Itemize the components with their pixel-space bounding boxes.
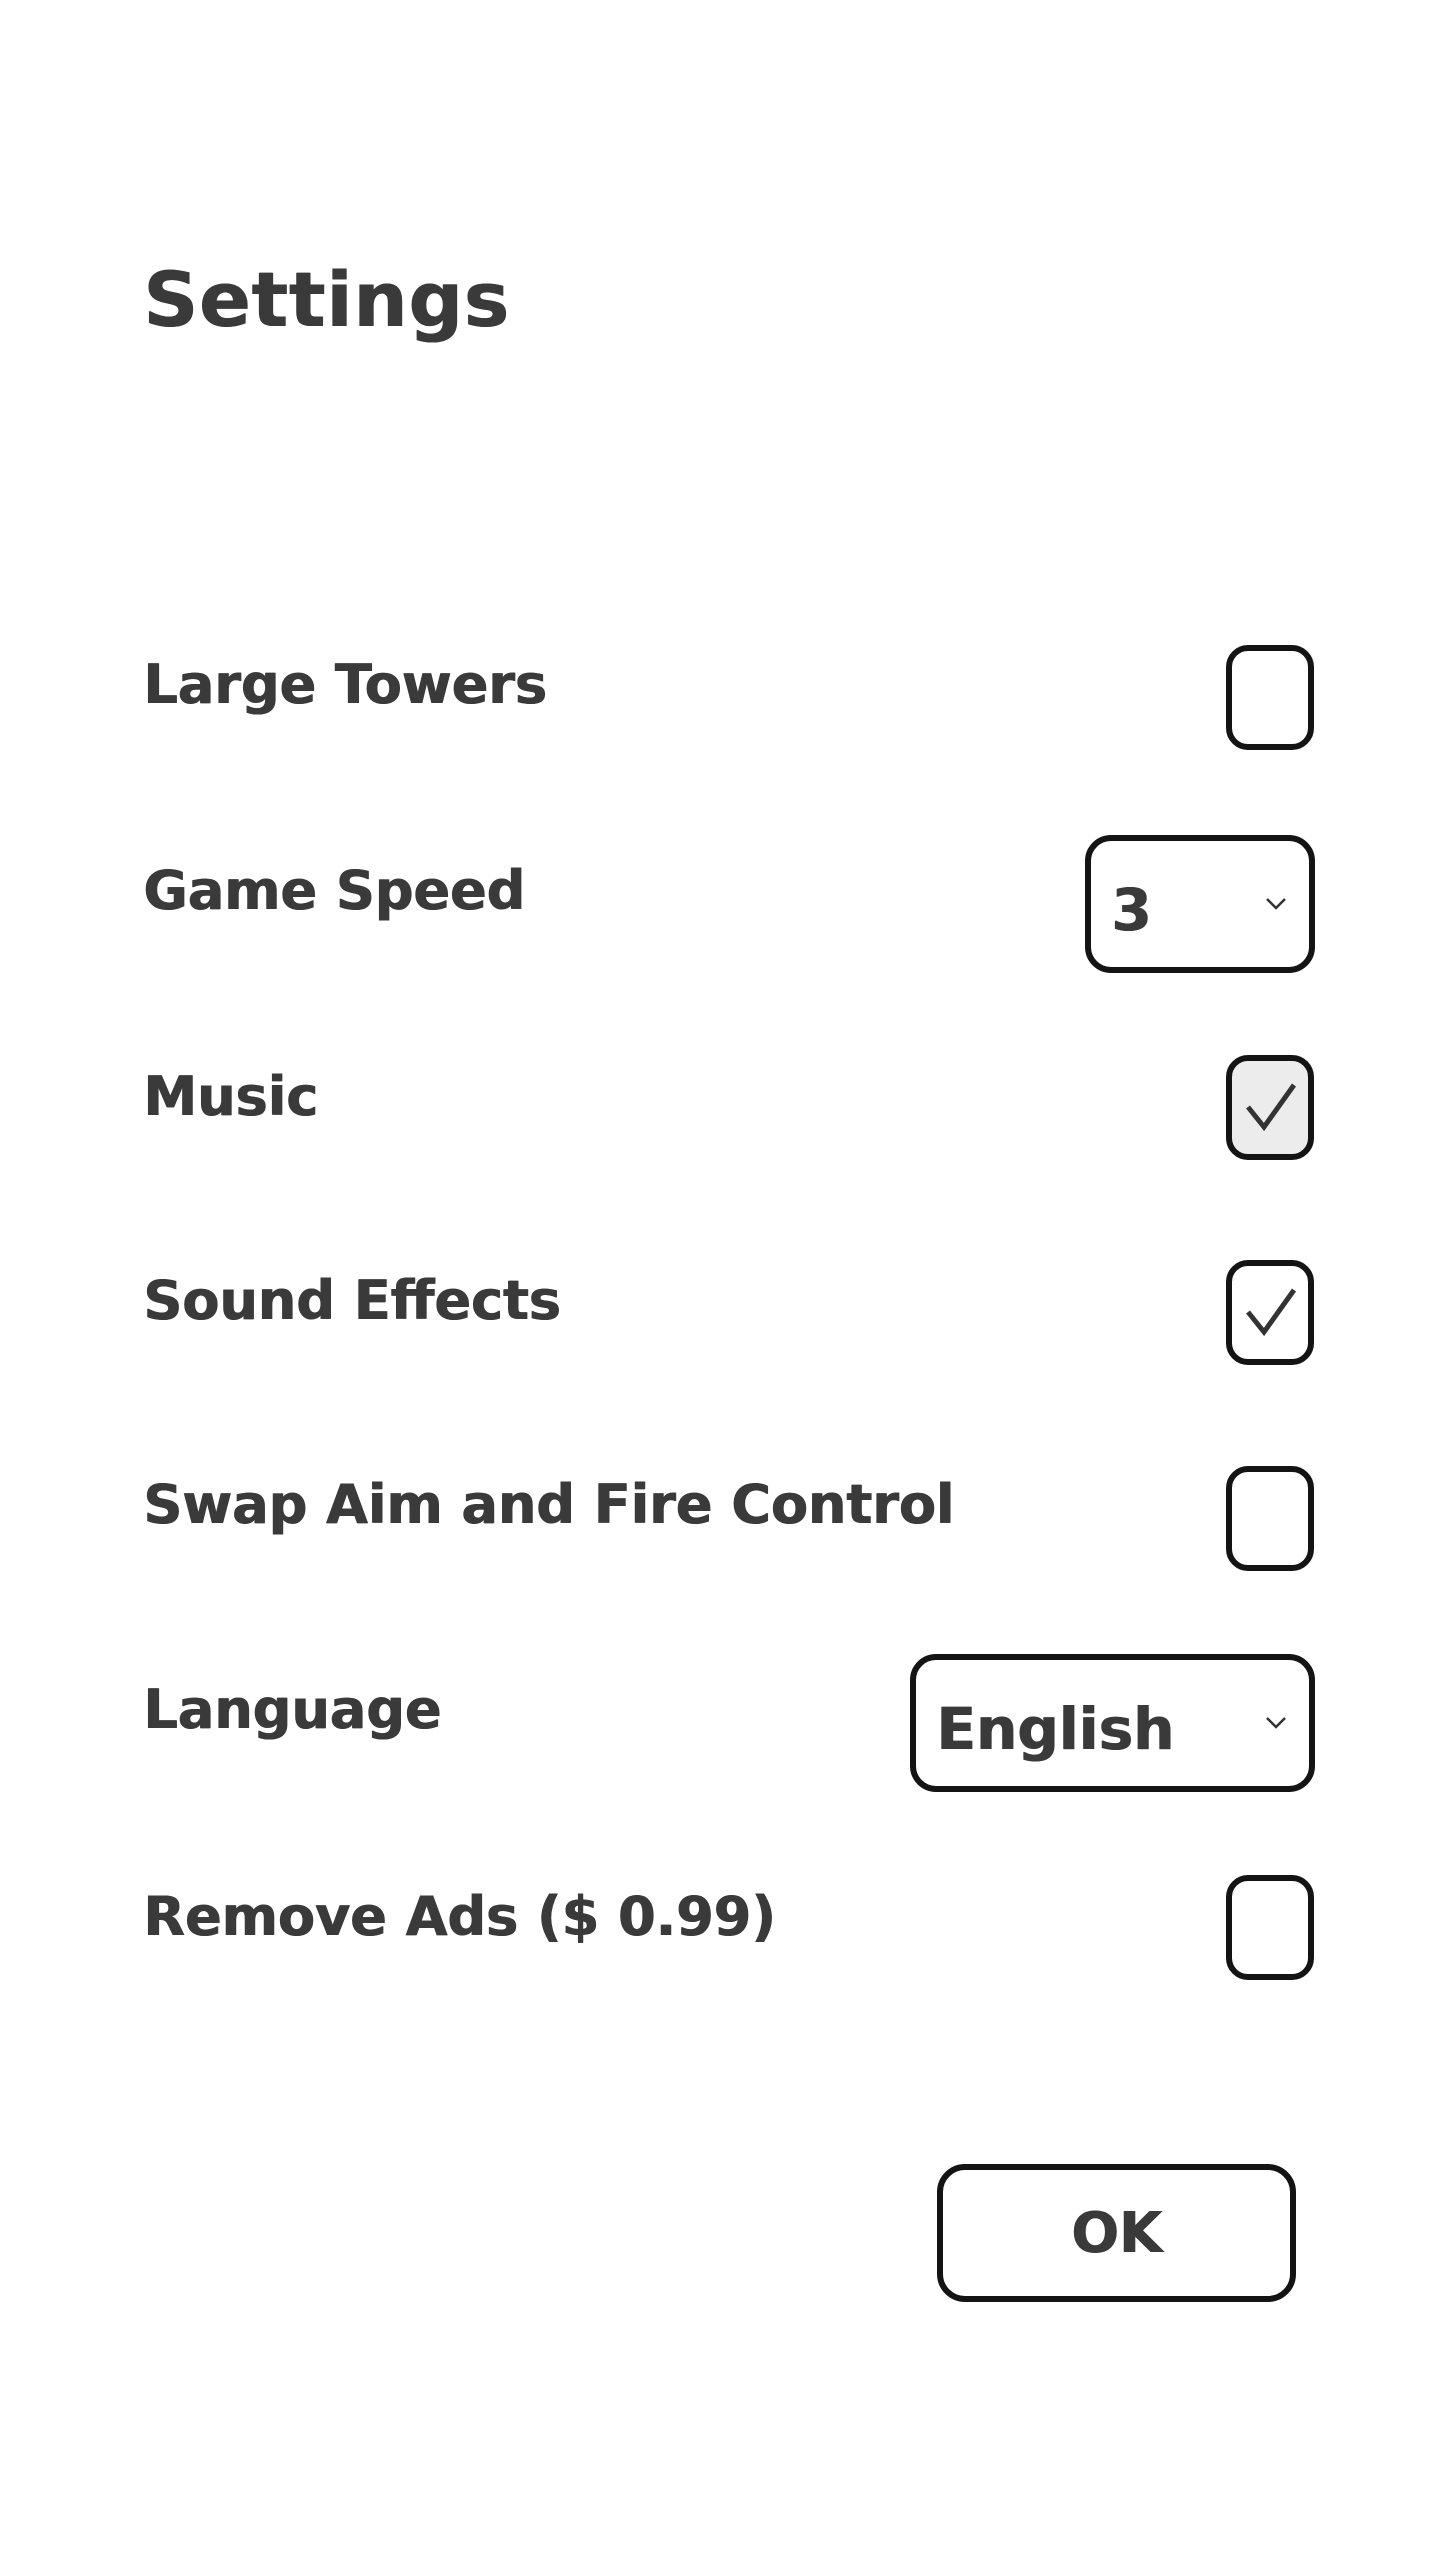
page-title: Settings (143, 255, 510, 344)
remove-ads-label: Remove Ads ($ 0.99) (143, 1885, 776, 1948)
game-speed-select[interactable] (1085, 835, 1315, 973)
swap-aim-fire-checkbox[interactable] (1226, 1466, 1314, 1571)
language-label: Language (143, 1678, 442, 1741)
music-label: Music (143, 1065, 318, 1128)
large-towers-checkbox[interactable] (1226, 645, 1314, 750)
ok-button[interactable] (937, 2164, 1296, 2302)
remove-ads-checkbox[interactable] (1226, 1875, 1314, 1980)
checkmark-icon (1244, 1284, 1298, 1340)
chevron-down-icon (1265, 897, 1287, 911)
sound-effects-checkbox[interactable] (1226, 1260, 1314, 1365)
game-speed-value: 3 (1111, 876, 1152, 944)
music-checkbox[interactable] (1226, 1055, 1314, 1160)
sound-effects-label: Sound Effects (143, 1269, 561, 1332)
swap-aim-fire-label: Swap Aim and Fire Control (143, 1473, 955, 1536)
language-select[interactable] (910, 1654, 1315, 1792)
ok-button-label: OK (1071, 2200, 1162, 2266)
language-value: English (936, 1695, 1175, 1763)
checkmark-icon (1244, 1079, 1298, 1135)
large-towers-label: Large Towers (143, 653, 547, 716)
game-speed-label: Game Speed (143, 859, 525, 922)
chevron-down-icon (1265, 1716, 1287, 1730)
